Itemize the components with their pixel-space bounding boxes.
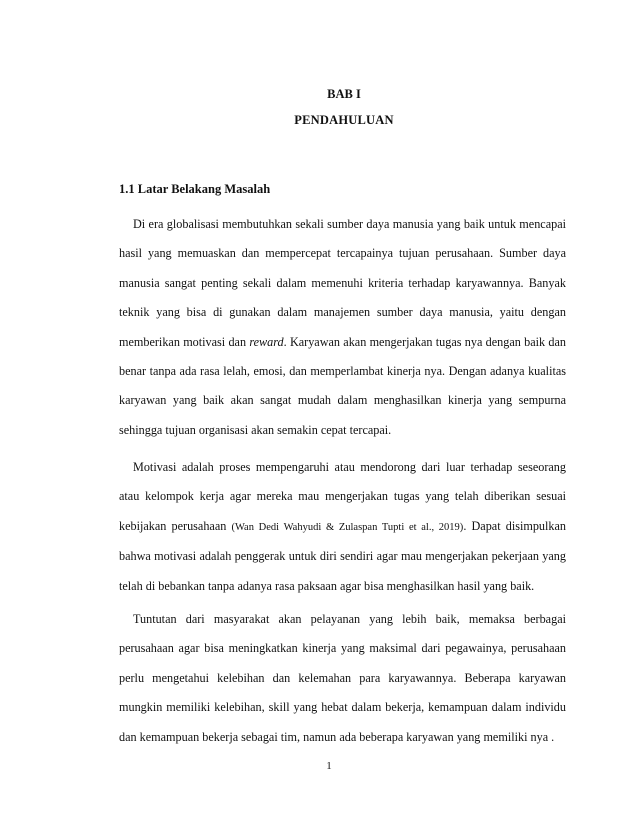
paragraph-3-text: Tuntutan dari masyarakat akan pelayanan yang lebih baik, memaksa berbagai perusahaan agar bisa meningkatkan kinerja yang maksimal dari pegawainya, perusahaan perlu mengetahui kelebihan dan kelemahan para karyawannya. Beberapa karyawan mungkin memiliki kelebihan, skill yang hebat dalam bekerja, kemampuan dalam individu dan kemampuan bekerja sebagai tim, namun ada beberapa karyawan yang memiliki nya . bbox=[119, 612, 566, 744]
paragraph-1-text-b: . Karyawan akan mengerjakan tugas nya dengan baik dan benar tanpa ada rasa lelah, emosi, dan memperlambat kinerja nya. Dengan adanya kualitas karyawan yang baik akan sangat mudah dalam menghasilkan kinerja yang sempurna sehingga tujuan organisasi akan semakin cepat tercapai. bbox=[119, 334, 566, 437]
paragraph-2-text-a: Motivasi adalah proses mempengaruhi atau mendorong dari luar terhadap seseorang atau kelompok kerja agar mereka mau mengerjakan tugas yang telah diberikan sesuai kebijakan perusahaan bbox=[119, 460, 566, 533]
paragraph-1-text-a: Di era globalisasi membutuhkan sekali sumber daya manusia yang baik untuk mencapai hasil yang memuaskan dan mempercepat tercapainya tujuan perusahaan. Sumber daya manusia sangat penting sekali dalam memenuhi kriteria terhadap karyawannya. Banyak teknik yang bisa di gunakan dalam manajemen sumber daya manusia, yaitu dengan memberikan motivasi dan bbox=[119, 217, 566, 349]
paragraph-1-emphasis: reward bbox=[249, 334, 284, 349]
chapter-title: PENDAHULUAN bbox=[294, 113, 394, 127]
chapter-number: BAB I bbox=[327, 87, 361, 101]
paragraph-1 bbox=[119, 210, 566, 445]
page-number: 1 bbox=[326, 760, 332, 772]
section-heading: 1.1 Latar Belakang Masalah bbox=[119, 182, 271, 196]
paragraph-2 bbox=[119, 453, 566, 601]
paragraph-2-citation: (Wan Dedi Wahyudi & Zulaspan Tupti et al., 2019) bbox=[231, 521, 464, 533]
paragraph-2-text-b: . Dapat disimpulkan bahwa motivasi adalah penggerak untuk diri sendiri agar mau mengerjakan pekerjaan yang telah di bebankan tanpa adanya rasa paksaan agar bisa menghasilkan hasil yang baik. bbox=[119, 518, 566, 593]
paragraph-3 bbox=[119, 605, 566, 752]
